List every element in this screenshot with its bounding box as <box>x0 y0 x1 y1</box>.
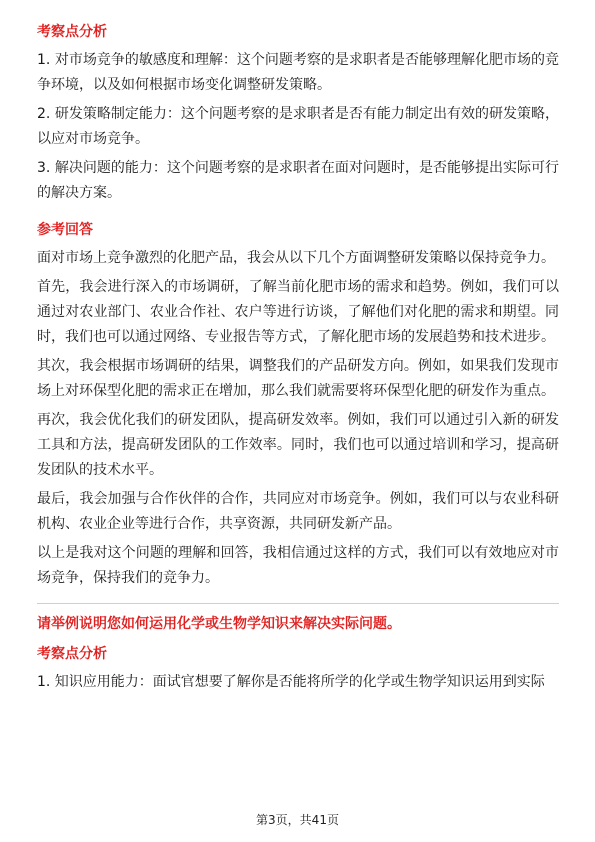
answer-paragraph-2: 首先，我会进行深入的市场调研，了解当前化肥市场的需求和趋势。例如，我们可以通过对农业部门、农业合作社、农户等进行访谈，了解他们对化肥的需求和期望。同时，我们也可以通过网络、专业报告等方式，了解化肥市场的发展趋势和技术进步。 <box>37 279 559 345</box>
analysis-item-1: 1. 对市场竞争的敏感度和理解：这个问题考察的是求职者是否能够理解化肥市场的竞争环境，以及如何根据市场变化调整研发策略。 <box>37 52 559 93</box>
answer-paragraph-1: 面对市场上竞争激烈的化肥产品，我会从以下几个方面调整研发策略以保持竞争力。 <box>37 250 555 266</box>
answer-paragraph-3: 其次，我会根据市场调研的结果，调整我们的产品研发方向。例如，如果我们发现市场上对环保型化肥的需求正在增加，那么我们就需要将环保型化肥的研发作为重点。 <box>37 358 559 399</box>
section-heading-answer: 参考回答 <box>37 222 93 238</box>
question-title: 请举例说明您如何运用化学或生物学知识来解决实际问题。 <box>37 616 401 632</box>
section-heading-analysis: 考察点分析 <box>37 24 107 40</box>
answer-paragraph-5: 最后，我会加强与合作伙伴的合作，共同应对市场竞争。例如，我们可以与农业科研机构、农业企业等进行合作，共享资源，共同研发新产品。 <box>37 491 559 532</box>
section-heading-analysis-2: 考察点分析 <box>37 646 107 662</box>
answer-paragraph-6: 以上是我对这个问题的理解和回答，我相信通过这样的方式，我们可以有效地应对市场竞争，保持我们的竞争力。 <box>37 545 559 586</box>
analysis-item-3: 3. 解决问题的能力：这个问题考察的是求职者在面对问题时，是否能够提出实际可行的解决方案。 <box>37 160 559 201</box>
page-number-footer: 第3页，共41页 <box>256 813 339 827</box>
analysis-item-2: 2. 研发策略制定能力：这个问题考察的是求职者是否有能力制定出有效的研发策略，以应对市场竞争。 <box>37 106 559 147</box>
answer-paragraph-4: 再次，我会优化我们的研发团队，提高研发效率。例如，我们可以通过引入新的研发工具和方法，提高研发团队的工作效率。同时，我们也可以通过培训和学习，提高研发团队的技术水平。 <box>37 412 559 478</box>
document-page <box>37 20 559 699</box>
analysis-2-item-1: 1. 知识应用能力：面试官想要了解你是否能将所学的化学或生物学知识运用到实际 <box>37 674 545 690</box>
section-divider <box>37 603 559 604</box>
spacer <box>37 210 559 218</box>
